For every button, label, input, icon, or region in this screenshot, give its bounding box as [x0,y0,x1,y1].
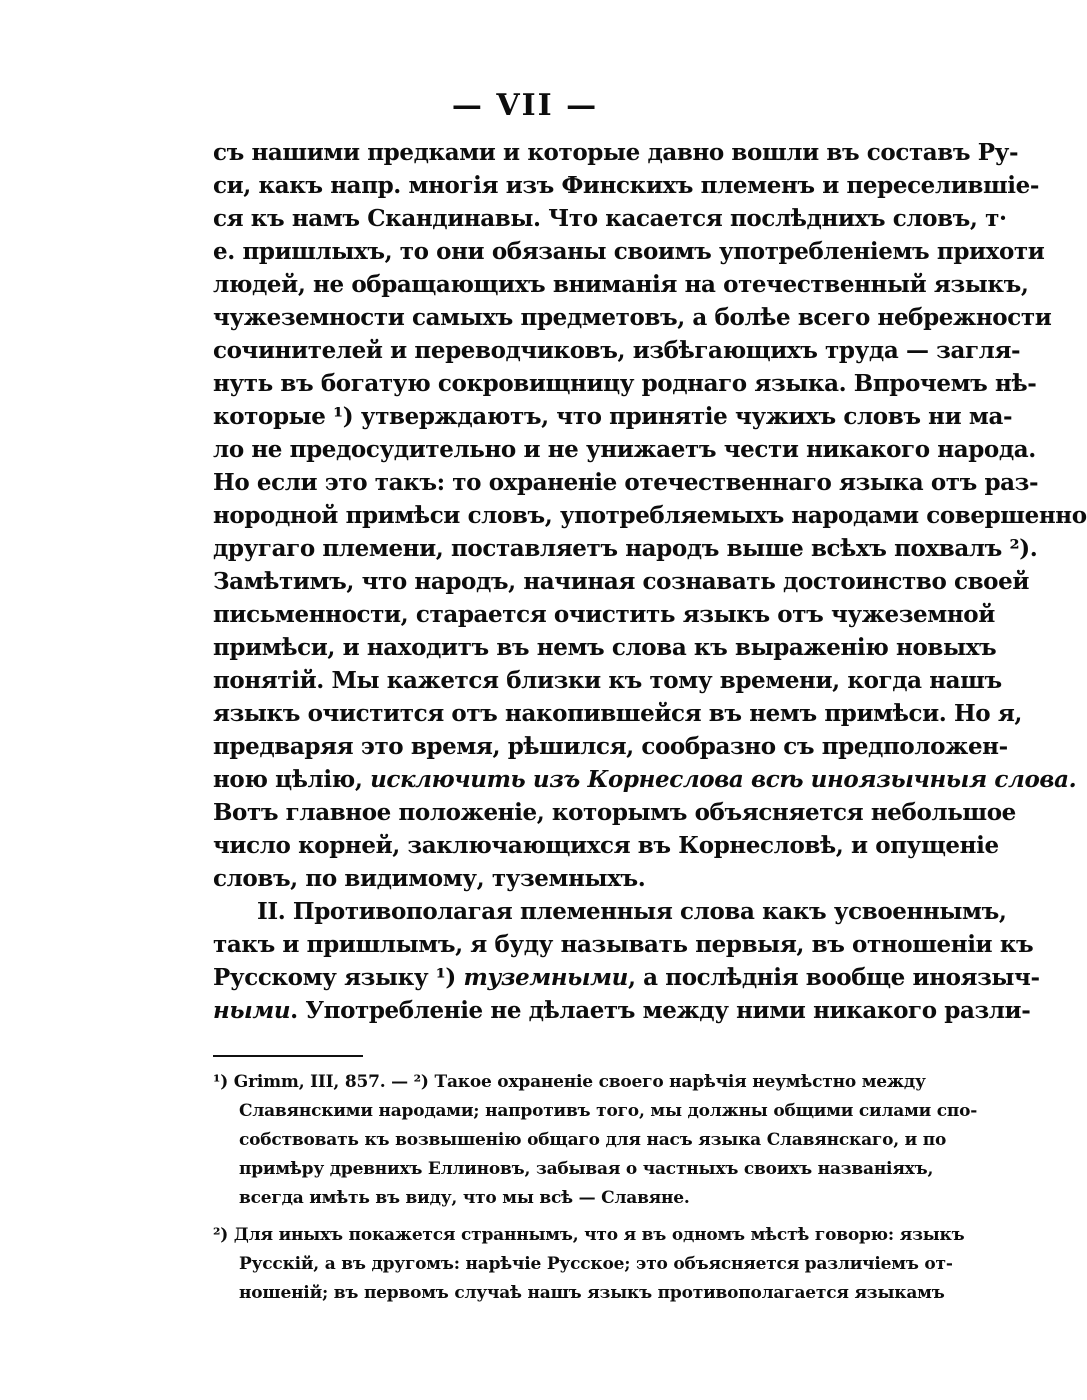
body-line [213,664,1002,697]
body-line [213,961,1040,994]
body-italic-text: туземными [463,964,628,991]
body-line [213,697,1023,730]
footnote-text: Славянскими народами; напротивъ того, мы должны общими силами спо- [239,1101,978,1121]
body-line [213,631,997,664]
body-text: . Употребленіе не дѣлаетъ между ними никакого разли- [290,997,1031,1024]
footnote-line [213,1155,934,1184]
body-text: е. пришлыхъ, то они обязаны своимъ употребленіемъ прихоти [213,238,1045,265]
body-text: ся къ намъ Скандинавы. Что касается послѣднихъ словъ, т· [213,205,1007,232]
footnote-text: ²) Для иныхъ покажется страннымъ, что я въ одномъ мѣстѣ говорю: языкъ [213,1225,965,1245]
body-line [213,796,1016,829]
body-text: нуть въ богатую сокровищницу роднаго языка. Впрочемъ нѣ- [213,370,1037,397]
body-line [213,367,1037,400]
footnote-line [213,1221,965,1250]
body-text: II. Противополагая племенныя слова какъ усвоеннымъ, [257,898,1007,925]
footnotes [213,1068,978,1308]
footnote-text: Русскій, а въ другомъ: нарѣчіе Русское; это объясняется различіемъ от- [239,1254,953,1274]
body-text: словъ, по видимому, туземныхъ. [213,865,646,892]
footnote-text: ношеній; въ первомъ случаѣ нашъ языкъ противополагается языкамъ [239,1283,945,1303]
footnote-text: ¹) Grimm, III, 857. — ²) Такое охраненіе своего нарѣчія неумѣстно между [213,1072,926,1092]
footnote-line [213,1279,945,1308]
body-text: примѣси, и находитъ въ немъ слова къ выраженію новыхъ [213,634,997,661]
body-text: такъ и пришлымъ, я буду называть первыя, въ отношеніи къ [213,931,1034,958]
body-text: которые ¹) утверждаютъ, что принятіе чужихъ словъ ни ма- [213,403,1013,430]
body-line [213,169,1040,202]
body-text: языкъ очистится отъ накопившейся въ немъ примѣси. Но я, [213,700,1023,727]
body-line [213,532,1038,565]
body-line [213,301,1052,334]
footnote-text: примѣру древнихъ Еллиновъ, забывая о частныхъ своихъ названіяхъ, [239,1159,934,1179]
body-text: ло не предосудительно и не унижаетъ чести никакого народа. [213,436,1036,463]
footnote-line [213,1126,947,1155]
footnote-line [213,1097,978,1126]
body-text: сочинителей и переводчиковъ, избѣгающихъ труда — загля- [213,337,1021,364]
footnote-line [213,1068,926,1097]
body-italic-text: ными [213,997,291,1024]
body-line [213,730,1008,763]
body-line [213,763,1077,796]
main-text [213,136,1087,1027]
body-italic-text: исключить изъ Корнеслова всѣ иноязычныя слова. [370,766,1077,793]
footnote-line [213,1184,893,1213]
body-line [213,202,1007,235]
footnote-text: всегда имѣть въ виду, что мы всѣ — Славяне. [239,1188,690,1208]
body-text: Вотъ главное положеніе, которымъ объясняется небольшое [213,799,1016,826]
body-line [213,400,1013,433]
body-text: письменности, старается очистить языкъ отъ чужеземной [213,601,995,628]
body-line [213,334,1021,367]
body-text: , а послѣднія вообще иноязыч- [627,964,1040,991]
body-text: си, какъ напр. многія изъ Финскихъ племенъ и переселившіе- [213,172,1040,199]
body-line [213,268,1029,301]
body-text: Замѣтимъ, что народъ, начиная сознавать достоинство своей [213,568,1030,595]
body-text: другаго племени, поставляетъ народъ выше всѣхъ похвалъ ²). [213,535,1038,562]
footnote-rule [213,1055,363,1057]
body-text: ною цѣлію, [213,766,371,793]
body-text: чужеземности самыхъ предметовъ, а болѣе всего небрежности [213,304,1052,331]
body-line [213,598,995,631]
body-line [213,829,999,862]
body-line [213,994,1031,1027]
page-number: — VII — [451,88,599,123]
body-line [213,235,1045,268]
body-line [213,862,893,895]
body-text: Но если это такъ: то охраненіе отечественнаго языка отъ раз- [213,469,1039,496]
body-text: предваряя это время, рѣшился, сообразно съ предположен- [213,733,1008,760]
body-text: нородной примѣси словъ, употребляемыхъ народами совершенно [213,502,1087,529]
body-text: число корней, заключающихся въ Корнесловѣ, и опущеніе [213,832,999,859]
body-line [213,895,1007,928]
body-text: людей, не обращающихъ вниманія на отечественный языкъ, [213,271,1029,298]
body-line [213,565,1030,598]
body-line [213,499,1087,532]
body-text: понятій. Мы кажется близки къ тому времени, когда нашъ [213,667,1002,694]
body-line [213,136,1019,169]
footnote-text: собствовать къ возвышенію общаго для насъ языка Славянскаго, и по [239,1130,947,1150]
body-line [213,433,1036,466]
body-line [213,928,1034,961]
body-text: съ нашими предками и которые давно вошли въ составъ Ру- [213,139,1019,166]
footnote-line [213,1250,953,1279]
body-text: Русскому языку ¹) [213,964,464,991]
body-line [213,466,1039,499]
